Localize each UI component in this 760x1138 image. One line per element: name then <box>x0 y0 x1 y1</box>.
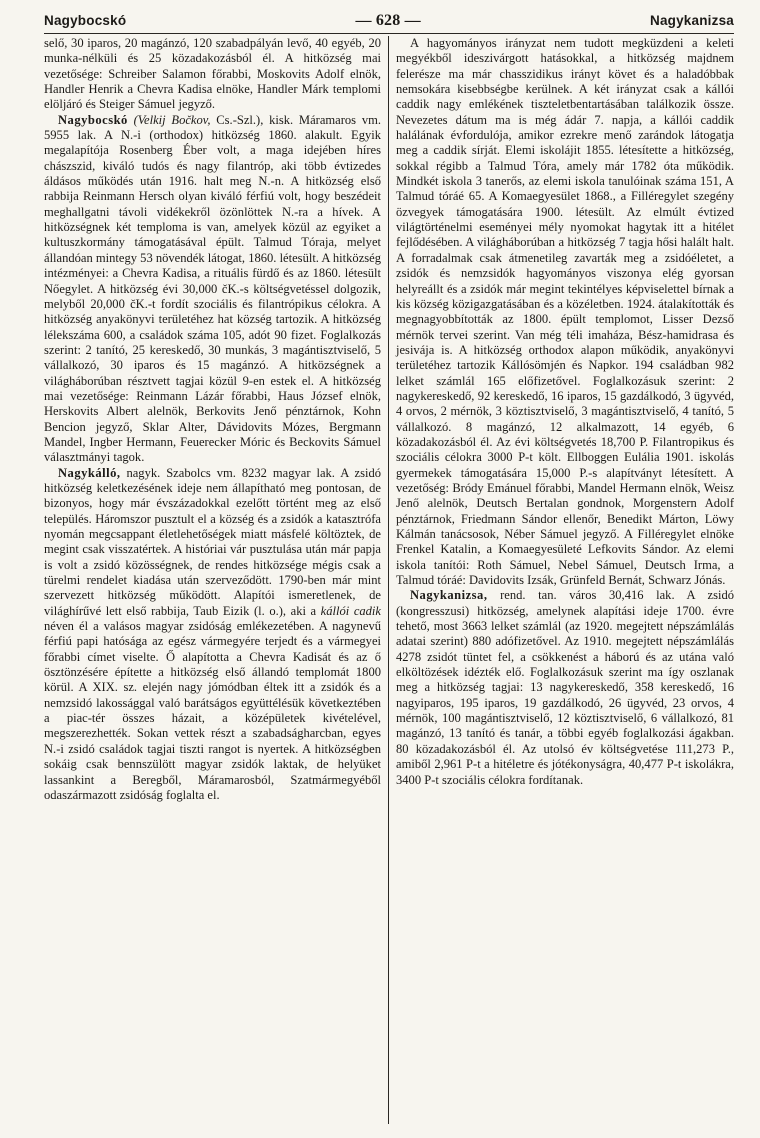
entry-heading: Nagykanizsa, <box>410 588 488 603</box>
paragraph-continuation: selő, 30 iparos, 20 magánzó, 120 szabadpályán levő, 40 egyéb, 20 munka-nélküli és 25 közadakozásból él. A hitközség mai vezetősége: Schreiber Salamon főrabbi, Moskovits Adolf elnök, Handler Henrik a Chevra Kadisa elnöke, Handler Márk templomi elöljáró és Steiger Sámuel jegyző. <box>44 36 381 112</box>
two-column-body <box>44 36 734 1124</box>
entry-text: nagyk. Szabolcs vm. 8232 magyar lak. A zsidó hitközség keletkezésének ideje nem állapítható meg pontosan, de bizonyos, hogy már évszázadokkal ezelőtt történt meg az első település. Háromszor pusztult el a község és a zsidók a katasztrófa nyomán megcsappant életlehetőségek miatt másfelé költöztek, de megint csak visszatértek. A históriai vár pusztulása után már papja is volt a zsidó közösségnek, de rendes hitközsége mégis csak a türelmi rendelet kiadása után szerveződött. 1790-ben már mint szervezett hitközség működött. Alapítói ismeretlenek, de világhírűvé lett első rabbija, Taub Eizik (l. o.), aki a <box>44 465 381 618</box>
entry-variant-name: (Velkij Bočkov, <box>133 112 211 127</box>
entry-nagybocsko <box>44 113 381 466</box>
header-right-word: Nagykanizsa <box>650 13 734 28</box>
running-header <box>44 12 734 34</box>
entry-italic-term: kállói cadik <box>320 603 381 618</box>
paragraph-continuation: A hagyományos irányzat nem tudott megküzdeni a keleti megyékből ideszivárgott hatásokkal, a hitközség majdnem felerésze ma már chasszidikus irányt követ és a haladóbbak nemsokára kisebbségbe kerülnek. A két irányzat csak a kállói caddik nagy emlékének tiszteletbentartásában találkozik össze. Nevezetes dátum ma is még ádár 7. napja, a kállói caddik halálának évfordulója, amikor ezrekre menő zarándok látogatja meg a caddik sírját. Elemi iskolájit 1855. létesítette a hitközség, sokkal régibb a Talmud Tóra, amely már 1782 óta működik. Mindkét iskola 3 tanerős, az elemi iskola tanulóinak száma 151, A Talmud tóráé 65. A Komaegyesület 1868., a Filléregylet szegény özvegyek támogatására 1900. létesült. Az elmúlt évtized világtörténelmi eseményei mély nyomokat hagytak itt a hitélet fejlődésében. A világháborúban a hitközség 7 tagja hősi halált halt. A forradalmak csak átmenetileg zavarták meg a zsidóéletet, a zsidók és nemzsidók hagyományos viszonya elég gyorsan helyreállt és a zsidók már megint tekintélyes képviselettel bírnak a kis község közigazgatásában és a közéletben. 1924. átalakították és megnagyobbították az 1800. épült templomot, Lisser Dezső mérnök tervei szerint. Van még téli imaháza, Bész-hamidrasa és jesivája is. A hitközség orthodox alapon működik, anyakönyvi területéhez tartozik Kállósömjén és Napkor. 194 családban 982 lelket számlál 165 előfizetővel. Foglalkozásuk szerint: 2 nagykereskedő, 92 kereskedő, 16 iparos, 15 gazdálkodó, 3 ügyvéd, 4 orvos, 2 mérnök, 3 köztisztviselő, 3 magántisztviselő, 4 tanító, 5 vállalkozó. 8 magánzó, 12 alkalmazott, 14 egyéb, 6 közadakozásból él. Az évi költségvetés 18,700 P. Filantropikus és szociális célokra 3000 P-t költ. Ellboggen Eulália 1901. iskolás gyermekek támogatására 15,000 P.-s alapítványt létesített. A vezetőség: Bródy Emánuel főrabbi, Mandel Hermann elnök, Weisz Jenő alelnök, Deutsch Bertalan gondnok, Morgenstern Adolf pénztárnok, Friedmann Sándor ellenőr, Benedikt Márton, Löwy Kálmán tanácsosok, Néber Sámuel jegyző. A Filléregylet elnöke Frenkel Katalin, a Komaegyesületé Lefkovits Sándor. Az elemi iskola tanítói: Roth Sámuel, Nebel Sámuel, Deutsch Irma, a Talmud tóráé: Davidovits Izsák, Grünfeld Bernát, Schwarz Jónás. <box>396 36 734 588</box>
entry-text: rend. tan. város 30,416 lak. A zsidó (kongresszusi) hitközség, amelynek alapítási ideje 1700. évre tehető, most 3663 lelket számlál (az 1920. megejtett népszámlálás adatai szerint) 880 adófizetővel. Az 1910. megejtett népszámlálás 4278 zsidót tüntet fel, a csökkenést a háború és az utána való elköltözések idézték elő. Foglalkozásuk szerint ma így oszlanak meg a hitközség tagjai: 13 nagykereskedő, 358 kereskedő, 16 nagyiparos, 195 iparos, 19 gazdálkodó, 26 ügyvéd, 23 orvos, 4 mérnök, 100 magántisztviselő, 12 köztisztviselő, 6 vállalkozó, 81 magánzó, 13 tanító és tanár, a többi egyéb foglalkozási ágakban. 80 közadakozásból él. Az utolsó év költségvetése 111,273 P., amiből 2,961 P-t a hitéletre és jótékonyságra, 40,477 P-t iskolákra, 3400 P-t szociális célokra fordítanak. <box>396 588 734 787</box>
entry-text: Cs.-Szl.), kisk. Máramaros vm. 5955 lak. A N.-i (orthodox) hitközség 1860. alakult. Egyik megalapítója Rosenberg Éber volt, a maga idejében híres chászszid, kiváló tudós és nagy filantróp, aki több évtizedes áldásos működés után 1916. halt meg N.-n. A hitközség első rabbija Reinmann Hersch olyan kiváló férfiú volt, hogy beszédeit meghallgatni távoli vidékekről özönlöttek N.-ra a hívek. A hitközségnek két temploma is van, amelyek közül az egyiket a kultuszkormány támogatásával épült. Talmud Tóraja, melyet állandóan mintegy 53 növendék látogat, 1860. létesült. A hitközség intézményei: a Chevra Kadisa, a rituális fürdő és az 1860. létesült Nőegylet. A hitközség évi 30,000 čK.-s költségvetéssel dolgozik, melyből 20,000 čK.-t fordít szociális és filantrópikus célokra. A hitközség anyakönyvi területéhez hat község tartozik. A hitközség lélekszáma 600, a családok száma 105, adót 90 fizet. Foglalkozás szerint: 2 tanító, 25 kereskedő, 30 munkás, 3 magántisztviselő, 5 vállalkozó, 30 iparos és 15 magánzó. A hitközségnek a világháborúban résztvett tagjai közül 9-en estek el. A hitközség mai vezetősége: Reinmann Lázár főrabbi, Haus József elnök, Herskovits Albert alelnök, Berkovits Jenő pénztárnok, Kohn Bencion jegyző, Sklar Alter, Dávidovits Mózes, Bergmann Mandel, Ingber Hermann, Feuerecker Móric és Beckovits Sámuel választmányi tagok. <box>44 112 381 465</box>
right-column <box>389 36 734 1124</box>
page-number: — 628 — <box>355 12 421 29</box>
entry-text-continued: néven él a valásos magyar zsidóság emlékezetében. A nagynevű férfiú papi hatósága az egész vármegyére terjedt és a vármegyei főrabbi címet viselte. Ő alapította a Chevra Kadisát és az ő ösztönzésére építette a hitközség első állandó templomát 1800 körül. A XIX. sz. elején nagy jómódban éltek itt a zsidók és a nemzsidó lakossággal való barátságos együttélésük következtében a piac-tér összes házait, a középületek kivételével, megszerezhették. Sokan vettek részt a szabadságharcban, egyes N.-i zsidó családok tagjai tiszti rangot is nyertek. A hitközségben sokáig csak bennszülött magyar zsidók laktak, de helyüket lassankint a Beregből, Máramarosból, Szatmármegyéből odaszármazott zsidóság foglalta el. <box>44 619 381 802</box>
entry-nagykallo <box>44 466 381 804</box>
header-left-word: Nagybocskó <box>44 13 127 28</box>
entry-heading: Nagybocskó <box>58 112 128 127</box>
entry-nagykanizsa <box>396 588 734 787</box>
entry-heading: Nagykálló, <box>58 465 121 480</box>
left-column <box>44 36 389 1124</box>
